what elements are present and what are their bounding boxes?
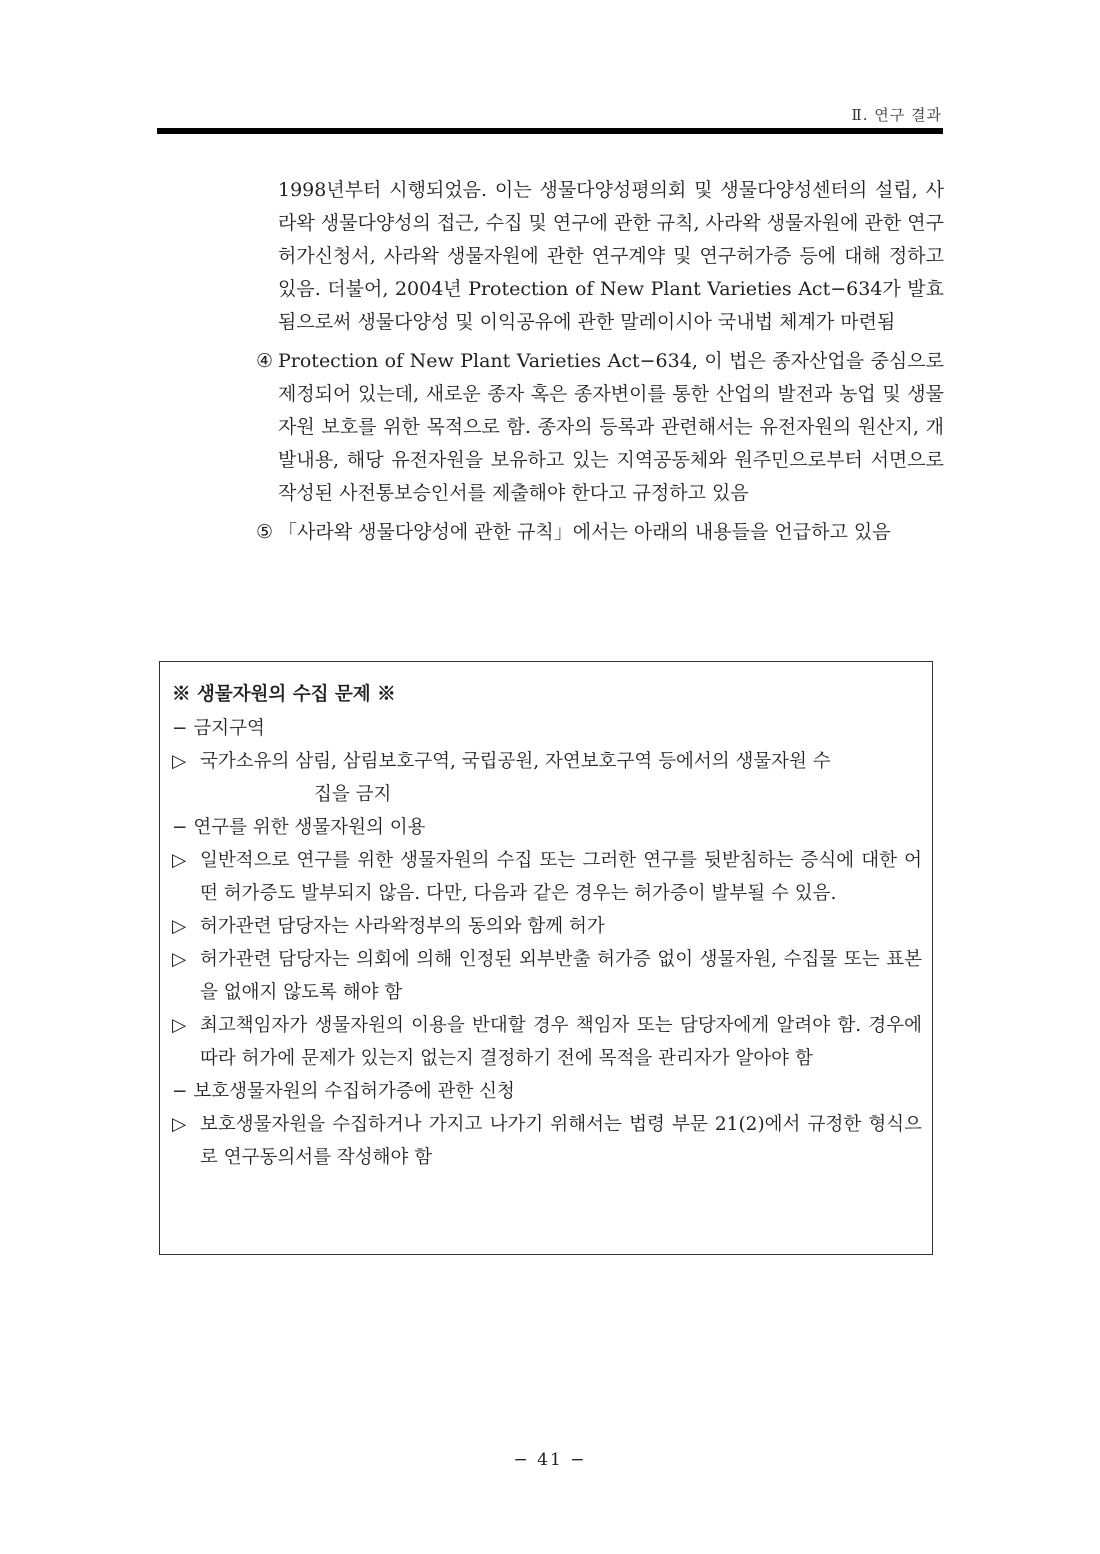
triangle-item (172, 844, 922, 910)
item-text: 허가관련 담당자는 의회에 의해 인정된 외부반출 허가증 없이 생물자원, 수집물 또는 표본을 없애지 않도록 해야 함 (200, 949, 922, 1003)
item-marker: ⑤ (256, 521, 274, 543)
item-text: 일반적으로 연구를 위한 생물자원의 수집 또는 그러한 연구를 뒷받침하는 증식에 대한 어떤 허가증도 발부되지 않음. 다만, 다음과 같은 경우는 허가증이 발부될 수 있음. (200, 850, 922, 904)
triangle-item (172, 745, 922, 811)
triangle-bullet-icon: ▷ (172, 751, 187, 772)
triangle-bullet-icon: ▷ (172, 916, 187, 937)
triangle-bullet-icon: ▷ (172, 850, 187, 871)
item-text: Protection of New Plant Varieties Act−634, 이 법은 종자산업을 중심으로 제정되어 있는데, 새로운 종자 혹은 종자변이를 통한 산업의 발전과 농업 및 생물자원 보호를 위한 목적으로 함. 종자의 등록과 관련해서는 유전자원의 원산지, 개발내용, 해당 유전자원을 보유하고 있는 지역공동체와 원주민으로부터 서면으로 작성된 사전통보승인서를 제출해야 한다고 규정하고 있음 (278, 350, 944, 504)
section-heading-text: 금지구역 (193, 718, 265, 739)
header-rule (157, 128, 943, 134)
list-item (256, 345, 944, 510)
box-title: ※ 생물자원의 수집 문제 ※ (172, 684, 396, 705)
section-heading (172, 811, 922, 844)
page-number: − 41 − (513, 1450, 587, 1470)
item-text: 「사라왁 생물다양성에 관한 규칙」에서는 아래의 내용들을 언급하고 있음 (278, 521, 891, 543)
boxed-summary (159, 661, 933, 1255)
triangle-bullet-icon: ▷ (172, 949, 187, 970)
item-marker: ④ (256, 350, 274, 372)
dash-marker: − (172, 817, 188, 838)
section-heading-text: 보호생물자원의 수집허가증에 관한 신청 (193, 1081, 515, 1102)
triangle-bullet-icon: ▷ (172, 1114, 187, 1135)
section-heading (172, 1075, 922, 1108)
continuation-paragraph: 1998년부터 시행되었음. 이는 생물다양성평의회 및 생물다양성센터의 설립, 사라왁 생물다양성의 접근, 수집 및 연구에 관한 규칙, 사라왁 생물자원에 관한 연구허가신청서, 사라왁 생물자원에 관한 연구계약 및 연구허가증 등에 대해 정하고 있음. 더불어, 2004년 Protection of New Plant Varieties Act−634가 발효됨으로써 생물다양성 및 이익공유에 관한 말레이시아 국내법 체계가 마련됨 (278, 179, 944, 333)
section-heading-text: 연구를 위한 생물자원의 이용 (193, 817, 426, 838)
dash-marker: − (172, 718, 188, 739)
list-item (256, 516, 944, 549)
triangle-item (172, 1009, 922, 1075)
item-text: 보호생물자원을 수집하거나 가지고 나가기 위해서는 법령 부문 21(2)에서 규정한 형식으로 연구동의서를 작성해야 함 (200, 1114, 922, 1168)
item-text: 최고책임자가 생물자원의 이용을 반대할 경우 책임자 또는 담당자에게 알려야 함. 경우에 따라 허가에 문제가 있는지 없는지 결정하기 전에 목적을 관리자가 알아야 함 (200, 1015, 922, 1069)
section-heading (172, 712, 922, 745)
body-text (256, 174, 944, 549)
triangle-item (172, 943, 922, 1009)
item-text: 국가소유의 삼림, 삼림보호구역, 국립공원, 자연보호구역 등에서의 생물자원 수 (200, 751, 831, 772)
item-text: 허가관련 담당자는 사라왁정부의 동의와 함께 허가 (200, 916, 605, 937)
triangle-bullet-icon: ▷ (172, 1015, 187, 1036)
triangle-item (172, 910, 922, 943)
dash-marker: − (172, 1081, 188, 1102)
item-text-continued: 집을 금지 (314, 784, 392, 805)
running-header (852, 104, 942, 125)
triangle-item (172, 1108, 922, 1174)
running-title: Ⅱ. 연구 결과 (851, 106, 942, 124)
